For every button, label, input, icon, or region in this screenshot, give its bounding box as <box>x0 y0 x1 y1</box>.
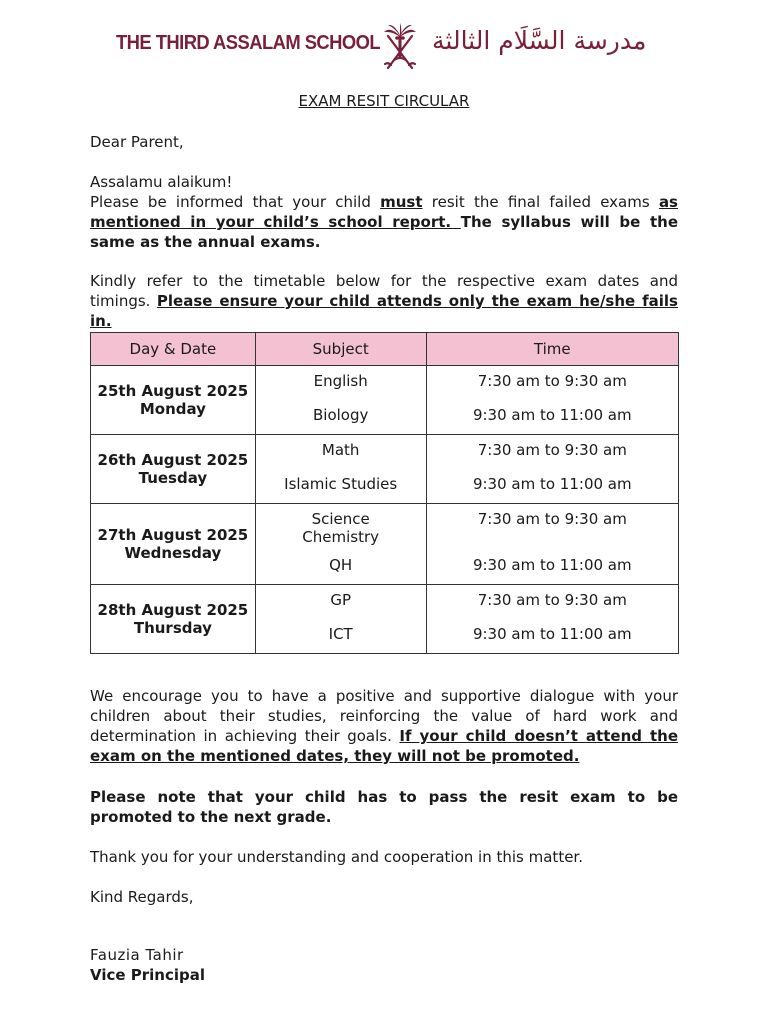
palm-swords-emblem-icon <box>380 22 420 72</box>
exam-weekday: Thursday <box>133 619 212 637</box>
letterhead <box>104 20 686 72</box>
subject-name: GP <box>330 591 352 609</box>
column-header-subject: Subject <box>255 333 426 366</box>
subject-cell <box>255 435 426 504</box>
intro-report-note: as mentioned in your child’s school report. <box>90 193 678 231</box>
date-cell <box>91 585 256 654</box>
school-name-arabic: مدرسة السَّلَام الثالثة <box>432 26 647 55</box>
subject-name: Math <box>321 441 360 459</box>
greeting: Dear Parent, <box>90 133 184 151</box>
exam-time: 9:30 am to 11:00 am <box>472 475 632 493</box>
encouragement-paragraph <box>90 686 678 766</box>
promotion-warning: If your child doesn’t attend the exam on the mentioned dates, they will not be promoted. <box>90 727 679 765</box>
signatory-title: Vice Principal <box>90 966 206 984</box>
subject-name: Science Chemistry <box>302 510 380 546</box>
intro-paragraph <box>90 172 678 252</box>
date-cell <box>91 504 256 585</box>
table-row <box>91 504 679 585</box>
exam-time: 9:30 am to 11:00 am <box>472 625 632 643</box>
exam-weekday: Tuesday <box>138 469 208 487</box>
exam-time: 9:30 am to 11:00 am <box>472 406 632 424</box>
promotion-note: Please note that your child has to pass the resit exam to be promoted to the next grade. <box>90 788 678 826</box>
subject-name: Islamic Studies <box>284 475 398 493</box>
subject-cell <box>255 504 426 585</box>
exam-weekday: Monday <box>139 400 206 418</box>
subject-name: Biology <box>312 406 369 424</box>
intro-emphasis-must: must <box>380 193 423 211</box>
date-cell <box>91 366 256 435</box>
page-title: EXAM RESIT CIRCULAR <box>298 92 470 110</box>
salutation: Assalamu alaikum! <box>90 173 233 191</box>
exam-weekday: Wednesday <box>124 544 222 562</box>
time-cell <box>426 366 678 435</box>
column-header-time: Time <box>426 333 678 366</box>
exam-time: 7:30 am to 9:30 am <box>477 510 627 528</box>
thanks-line: Thank you for your understanding and cooperation in this matter. <box>90 848 583 866</box>
subject-name: QH <box>329 556 353 574</box>
table-row <box>91 435 679 504</box>
intro-syllabus-note: The syllabus will be the same as the annual exams. <box>90 213 678 251</box>
time-cell <box>426 585 678 654</box>
exam-time: 7:30 am to 9:30 am <box>477 441 627 459</box>
closing-line: Kind Regards, <box>90 888 194 906</box>
exam-timetable <box>90 332 679 654</box>
table-row <box>91 366 679 435</box>
timetable-intro-text: Kindly refer to the timetable below for the respective exam dates and timings. <box>90 272 678 310</box>
exam-date: 26th August 2025 <box>97 451 249 469</box>
column-header-day-date: Day & Date <box>91 333 256 366</box>
intro-text-1: Please be informed that your child <box>90 193 381 211</box>
time-cell <box>426 435 678 504</box>
school-name-english: THE THIRD ASSALAM SCHOOL <box>116 32 381 54</box>
timetable-paragraph <box>90 271 678 331</box>
subject-cell <box>255 366 426 435</box>
exam-date: 27th August 2025 <box>97 526 249 544</box>
exam-date: 28th August 2025 <box>97 601 249 619</box>
subject-name: ICT <box>328 625 353 643</box>
table-row <box>91 585 679 654</box>
intro-text-2: resit the final failed exams <box>422 193 659 211</box>
exam-time: 7:30 am to 9:30 am <box>477 372 627 390</box>
exam-time: 7:30 am to 9:30 am <box>477 591 627 609</box>
exam-time: 9:30 am to 11:00 am <box>472 556 632 574</box>
time-cell <box>426 504 678 585</box>
date-cell <box>91 435 256 504</box>
signatory-name: Fauzia Tahir <box>90 946 184 964</box>
table-header-row <box>91 333 679 366</box>
encouragement-text: We encourage you to have a positive and supportive dialogue with your children about their studies, reinforcing the value of hard work and determination in achieving their goals. <box>90 687 678 745</box>
subject-cell <box>255 585 426 654</box>
exam-date: 25th August 2025 <box>97 382 249 400</box>
subject-name: English <box>313 372 368 390</box>
timetable-attendance-note: Please ensure your child attends only the exam he/she fails in. <box>90 292 678 330</box>
